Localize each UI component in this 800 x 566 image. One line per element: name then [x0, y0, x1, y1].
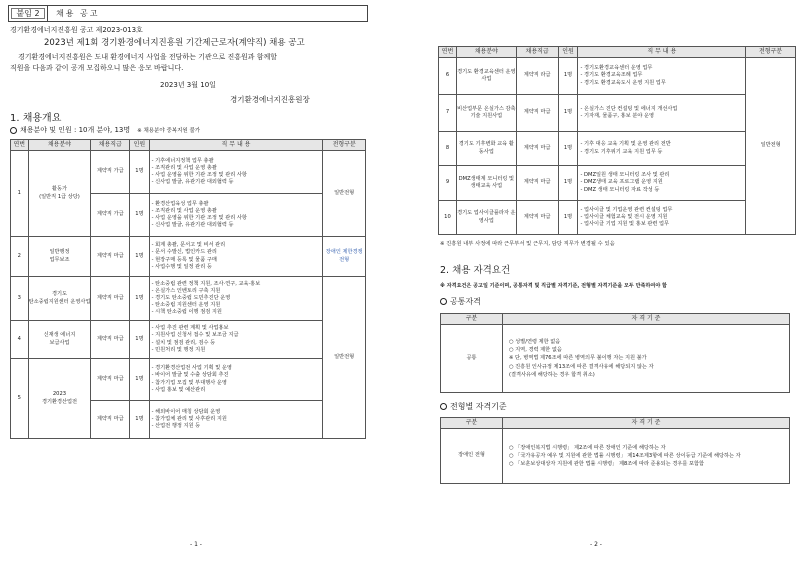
duty-line: - 민원처리 및 행정 지원	[151, 346, 206, 353]
row-field	[28, 237, 91, 277]
field-line: 보급사업	[49, 339, 70, 346]
notice-number: 경기환경에너지진흥원 공고 제2023-013호	[10, 26, 143, 34]
recruit-table-2	[438, 46, 796, 235]
table-row	[439, 166, 796, 201]
col-header-category: 구분	[441, 314, 503, 325]
row-no: 1	[11, 151, 29, 237]
col-header-field: 채용분야	[28, 140, 91, 151]
duty-line: - 기후 대응 교육 기획 및 운영 관리 전반	[580, 141, 671, 148]
duty-line: - DMZ생태 교육 프로그램 운영 지원	[580, 179, 663, 186]
document-page-2	[400, 0, 800, 566]
criteria-line: ○ 「장애인복지법 시행령」 제2조에 따른 장애인 기준에 해당하는 자	[509, 444, 666, 451]
row-field: 경기도 업사이클플라자 운영사업	[456, 201, 516, 235]
row-field	[28, 151, 91, 237]
duty-line: - 사업수행 및 일정 관리 등	[151, 263, 212, 270]
type-qual-table	[440, 417, 790, 484]
duty-line: - 문서 수발신, 법인카드 관리	[151, 249, 217, 256]
col-header-count: 인원	[558, 47, 578, 58]
table-row	[11, 237, 366, 277]
criteria-line: ○ 진흥원 인사규정 제13조에 따른 결격사유에 해당되지 않는 자	[509, 363, 654, 370]
row-category: 공통	[441, 325, 503, 393]
col-header-no: 연번	[11, 140, 29, 151]
duty-line: - 설치 및 점검 관리, 검수 등	[151, 339, 216, 346]
row-duties	[149, 359, 323, 401]
col-header-field: 채용분야	[456, 47, 516, 58]
row-no: 2	[11, 237, 29, 277]
row-type: 일반전형	[323, 277, 366, 439]
row-count: 1명	[130, 194, 150, 237]
field-line: 경기환경산업전	[41, 398, 78, 405]
duty-line: - 현장구매 등록 및 물품 구매	[151, 256, 217, 263]
page-number-1: - 1 -	[190, 541, 202, 548]
duty-line: - 참가기업 모집 및 부대행사 운영	[151, 379, 227, 386]
row-grade: 계약직 마급	[91, 359, 130, 401]
duty-line: - 참가업체 관리 및 사후관리 지원	[151, 415, 227, 422]
row-duties	[149, 277, 323, 321]
attachment-title: 채용 공고	[48, 5, 368, 22]
row-no: 9	[439, 166, 457, 201]
row-duties	[578, 58, 746, 95]
duty-line: - 산업전 행정 지원 등	[151, 423, 201, 429]
row-type: 장애인 제한경쟁 전형	[323, 237, 366, 277]
row-grade: 계약직 마급	[91, 321, 130, 359]
row-grade: 계약직 마급	[516, 201, 558, 235]
intro-line-1: 경기환경에너지진흥원은 도내 환경에너지 사업을 전담하는 기관으로 진흥원과 함께할	[18, 53, 278, 61]
duty-line: - 시책 탄소중립 이행 점검 지원	[151, 309, 222, 316]
duty-line: - DMZ일원 생태 모니터링 조사 및 관리	[580, 172, 670, 179]
section-2-heading: 2. 채용 자격요건	[440, 265, 511, 276]
col-header-grade: 채용직급	[91, 140, 130, 151]
row-duties	[149, 194, 323, 237]
duty-line: - 기자재, 물품구, 홍보 분야 운영	[580, 113, 655, 119]
row-field	[28, 321, 91, 359]
row-count: 1명	[130, 321, 150, 359]
duty-line: - 환경산업육성 업무 총괄	[151, 200, 209, 207]
circle-bullet-icon	[440, 298, 447, 305]
row-criteria	[503, 429, 790, 484]
type-qual-title: 전형별 자격기준	[450, 402, 507, 411]
duty-line: - 온실가스 진단 컨설팅 및 에너지 개선사업	[580, 105, 678, 112]
duty-line: - 경기환경산업전 사업 기획 및 운영	[151, 365, 232, 372]
row-duties	[578, 166, 746, 201]
duty-line: - 탄소중립 관련 정책 지원, 조사·연구, 교육·홍보	[151, 280, 261, 287]
table-row	[441, 429, 790, 484]
duty-line: - 회계 총괄, 문서고 및 비서 관리	[151, 242, 226, 249]
criteria-line: ○ 성별/연령 제한 없음	[509, 339, 561, 346]
table-row	[441, 325, 790, 393]
duty-line: - 사업 운영을 위한 기관 조정 및 관리 사항	[151, 215, 247, 221]
duty-line: - 탄소중립 지원센터 운영 지원	[151, 302, 221, 308]
col-header-duties: 직 무 내 용	[578, 47, 746, 58]
col-header-count: 인원	[130, 140, 150, 151]
row-count: 1명	[130, 359, 150, 401]
col-header-criteria: 자 격 기 준	[503, 314, 790, 325]
common-qual-heading	[440, 296, 481, 307]
common-qual-title: 공통자격	[450, 297, 481, 306]
row-duties	[149, 151, 323, 194]
qualification-note: ※ 자격요건은 공고일 기준이며, 공통자격 및 직급별 자격기준, 전형별 자격기준을 모두 만족하여야 함	[440, 283, 667, 289]
duty-line: - 바이어 발굴 및 수출 상담회 추진	[151, 372, 229, 379]
field-line: 2023	[52, 391, 67, 398]
row-no: 7	[439, 95, 457, 132]
row-field: 경기도 기후변화 교육 활동사업	[456, 132, 516, 166]
row-count: 1명	[130, 277, 150, 321]
duty-line: - 업사이클 및 기업운영 관련 컨설팅 업무	[580, 206, 673, 213]
criteria-line: (결격사유에 해당하는 경우 합격 취소)	[509, 371, 595, 378]
row-grade: 계약직 가급	[91, 194, 130, 237]
main-title: 2023년 제1회 경기환경에너지진흥원 기간제근로자(계약직) 채용 공고	[44, 38, 305, 48]
duty-line: - 업사이클 체험교육 및 전시 운영 지원	[580, 213, 668, 220]
overview-line	[10, 125, 200, 135]
col-header-no: 연번	[439, 47, 457, 58]
duty-line: - 경기도 탄소중립 도민추진단 운영	[151, 294, 231, 301]
row-field: DMZ생태계 모니터링 및 생태교육 사업	[456, 166, 516, 201]
row-field	[28, 277, 91, 321]
table-note: ※ 진흥원 내부 사정에 따라 근무부서 및 근무지, 담당 직무가 변경될 수 있음	[440, 241, 615, 247]
field-line: 업무보조	[49, 256, 70, 263]
circle-bullet-icon	[440, 403, 447, 410]
row-no: 5	[11, 359, 29, 439]
row-count: 1명	[558, 132, 578, 166]
row-grade: 계약직 마급	[91, 277, 130, 321]
row-no: 10	[439, 201, 457, 235]
row-grade: 계약직 마급	[516, 95, 558, 132]
duty-line: - 사업 홍보 및 예산관리	[151, 386, 206, 393]
row-criteria	[503, 325, 790, 393]
row-duties	[578, 201, 746, 235]
col-header-type: 전형구분	[323, 140, 366, 151]
row-count: 1명	[130, 237, 150, 277]
duty-line: - 사업 추진 관련 계획 및 사업홍보	[151, 325, 229, 332]
duty-line: - 기후에너지정책 업무 총괄	[151, 157, 214, 164]
duty-line: - 지원사업 신청서 접수 및 보조금 지급	[151, 332, 239, 339]
common-qual-table	[440, 313, 790, 393]
table-row	[11, 359, 366, 401]
row-type: 일반전형	[746, 58, 796, 235]
duty-line: - 신사업 발굴, 유관기관 대외협력 등	[151, 222, 234, 229]
duty-line: - 경기도 환경교육도시 운영 지원 업무	[580, 79, 666, 86]
field-line: 활동가	[51, 186, 67, 193]
table-row	[439, 58, 796, 95]
overview-note: ※ 채용분야 중복지원 불가	[137, 128, 201, 134]
field-line: 일반행정	[49, 249, 70, 256]
overview-text: 채용분야 및 인원 : 10개 분야, 13명	[20, 126, 131, 134]
row-field: 비산업부문 온실가스 감축 기술 지원사업	[456, 95, 516, 132]
duty-line: - 경기도 기후위기 교육 지원 업무 등	[580, 148, 663, 155]
signer: 경기환경에너지진흥원장	[230, 95, 310, 104]
duty-line: - 신사업 발굴, 유관기관 대외협력 등	[151, 179, 234, 186]
row-count: 1명	[558, 58, 578, 95]
section-1-heading: 1. 채용개요	[10, 113, 62, 124]
row-grade: 계약직 마급	[91, 401, 130, 439]
table-row	[11, 277, 366, 321]
row-no: 3	[11, 277, 29, 321]
table-row	[439, 132, 796, 166]
duty-line: - 업사이클 기업 지원 및 홍보 관련 업무	[580, 221, 670, 227]
circle-bullet-icon	[10, 127, 17, 134]
row-count: 1명	[558, 201, 578, 235]
criteria-line: ○ 「보훈보상대상자 지원에 관한 법률 시행령」 제8조에 따라 준용되는 경우를 포함함	[509, 461, 705, 468]
announce-date: 2023년 3월 10일	[160, 81, 216, 89]
row-category: 장애인 전형	[441, 429, 503, 484]
duty-line: - 사업 운영을 위한 기관 조정 및 관리 사항	[151, 172, 247, 178]
row-count: 1명	[558, 95, 578, 132]
row-grade: 계약직 라급	[516, 58, 558, 95]
col-header-duties: 직 무 내 용	[149, 140, 323, 151]
attachment-tag	[8, 5, 368, 22]
field-line: 경기도	[51, 291, 67, 298]
page-number-2: - 2 -	[590, 541, 602, 548]
table-row	[439, 201, 796, 235]
row-grade: 계약직 마급	[91, 237, 130, 277]
col-header-criteria: 자 격 기 준	[503, 418, 790, 429]
row-count: 1명	[130, 401, 150, 439]
field-line: (일반직 1급 상당)	[39, 193, 80, 200]
duty-line: - 조직관리 및 사업 운영 총괄	[151, 164, 217, 171]
criteria-line: ○ 지역, 경력 제한 없음	[509, 347, 562, 354]
duty-line: - 경기도 환경교육조례 업무	[580, 72, 643, 79]
field-line: 탄소중립지원센터 운영사업	[28, 298, 91, 305]
row-duties	[149, 401, 323, 439]
duty-line: - 해외바이어 매칭 상담회 운영	[151, 408, 221, 415]
row-no: 8	[439, 132, 457, 166]
recruit-table-1	[10, 139, 366, 439]
row-type: 일반전형	[323, 151, 366, 237]
duty-line: - 조직관리 및 사업 운영 총괄	[151, 207, 217, 214]
col-header-type: 전형구분	[746, 47, 796, 58]
col-header-grade: 채용직급	[516, 47, 558, 58]
duty-line: - 온실가스 인벤토리 구축 지원	[151, 287, 221, 294]
criteria-line: ○ 「국가유공자 예우 및 지원에 관한 법률 시행령」 제14조제3항에 따른 상이등급 기준에 해당하는 자	[509, 452, 741, 459]
table-row	[11, 151, 366, 194]
row-grade: 계약직 마급	[516, 166, 558, 201]
field-line: 신재생 에너지	[43, 332, 76, 339]
row-count: 1명	[130, 151, 150, 194]
row-field	[28, 359, 91, 439]
duty-line: - DMZ 생태 모니터링 자료 작성 등	[580, 186, 660, 193]
row-no: 6	[439, 58, 457, 95]
criteria-line: ※ 단, 병역법 제76조에 따른 병역의무 불이행 자는 지원 불가	[509, 355, 647, 362]
intro-line-2: 직원을 다음과 같이 공개 모집하오니 많은 응모 바랍니다.	[10, 64, 184, 72]
row-count: 1명	[558, 166, 578, 201]
row-duties	[149, 321, 323, 359]
row-duties	[578, 132, 746, 166]
row-duties	[149, 237, 323, 277]
table-row	[439, 95, 796, 132]
type-qual-heading	[440, 401, 507, 412]
row-no: 4	[11, 321, 29, 359]
row-duties	[578, 95, 746, 132]
col-header-category: 구분	[441, 418, 503, 429]
attachment-label: 붙임 2	[8, 5, 48, 22]
row-grade: 계약직 마급	[516, 132, 558, 166]
duty-line: - 경기도환경교육센터 운영 업무	[580, 65, 653, 72]
row-field: 경기도 환경교육센터 운영사업	[456, 58, 516, 95]
row-grade: 계약직 가급	[91, 151, 130, 194]
table-row	[11, 321, 366, 359]
